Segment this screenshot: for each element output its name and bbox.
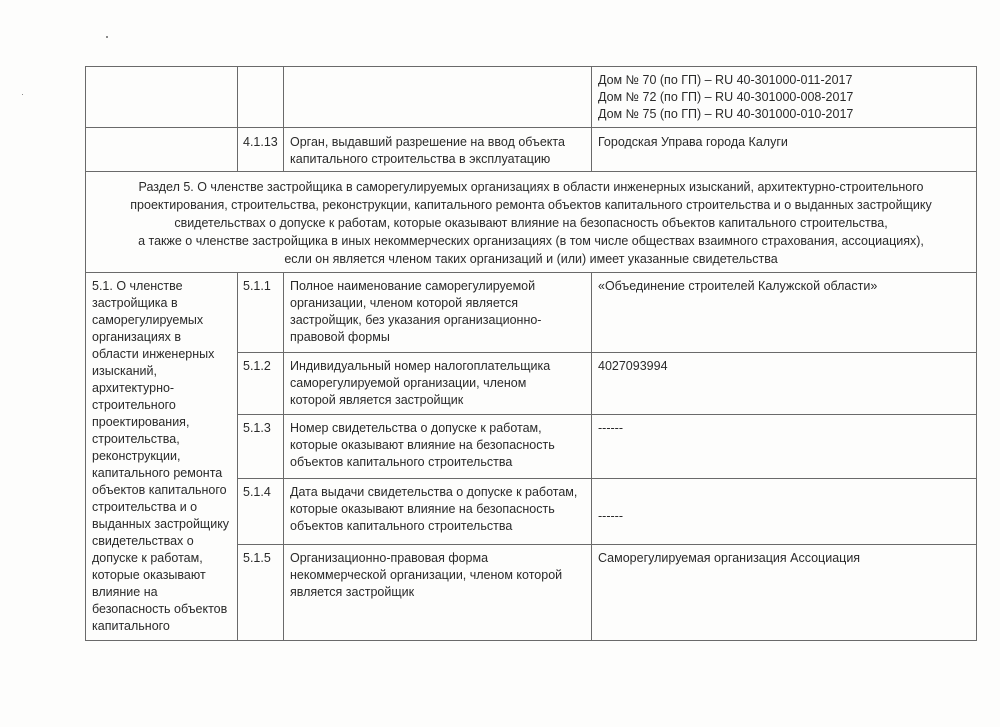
row-value: Саморегулируемая организация Ассоциация bbox=[592, 545, 977, 641]
row-label: Номер свидетельства о допуске к работам, которые оказывают влияние на безопасность объектов капитального строительства bbox=[284, 415, 592, 479]
row-value: Городская Управа города Калуги bbox=[592, 128, 977, 172]
group-label-5-1: 5.1. О членстве застройщика в саморегулируемых организациях в области инженерных изысканий, архитектурно- строительного проектирования, строительства, реконструкции, капитального ремонта объектов капитального строительства и о выданных застройщику свидетельствах о допуске к работам, которые оказывают влияние на безопасность объектов капитального bbox=[86, 273, 238, 641]
permit-line: Дом № 70 (по ГП) – RU 40-301000-011-2017 bbox=[598, 73, 853, 87]
empty-cell bbox=[86, 128, 238, 172]
permit-list-cell bbox=[592, 67, 977, 128]
row-number: 4.1.13 bbox=[238, 128, 284, 172]
empty-value-dash: ------ bbox=[598, 509, 623, 523]
row-number: 5.1.2 bbox=[238, 353, 284, 415]
scan-speck bbox=[106, 36, 108, 38]
row-number: 5.1.1 bbox=[238, 273, 284, 353]
table-row bbox=[86, 273, 977, 353]
row-number: 5.1.5 bbox=[238, 545, 284, 641]
empty-value-dash: ------ bbox=[598, 421, 623, 435]
table-row bbox=[86, 128, 977, 172]
row-value bbox=[592, 479, 977, 545]
disclosure-table bbox=[85, 66, 977, 641]
empty-cell bbox=[238, 67, 284, 128]
section-header-row bbox=[86, 172, 977, 273]
row-label: Дата выдачи свидетельства о допуске к работам, которые оказывают влияние на безопасность объектов капитального строительства bbox=[284, 479, 592, 545]
row-value: 4027093994 bbox=[592, 353, 977, 415]
row-number: 5.1.4 bbox=[238, 479, 284, 545]
row-label: Полное наименование саморегулируемой организации, членом которой является застройщик, без указания организационно- правовой формы bbox=[284, 273, 592, 353]
scan-speck bbox=[22, 94, 23, 95]
permit-line: Дом № 75 (по ГП) – RU 40-301000-010-2017 bbox=[598, 107, 854, 121]
row-label: Орган, выдавший разрешение на ввод объекта капитального строительства в эксплуатацию bbox=[284, 128, 592, 172]
row-label: Организационно-правовая форма некоммерческой организации, членом которой является застройщик bbox=[284, 545, 592, 641]
permit-line: Дом № 72 (по ГП) – RU 40-301000-008-2017 bbox=[598, 90, 854, 104]
row-value bbox=[592, 415, 977, 479]
empty-cell bbox=[284, 67, 592, 128]
table-row bbox=[86, 67, 977, 128]
row-number: 5.1.3 bbox=[238, 415, 284, 479]
empty-cell bbox=[86, 67, 238, 128]
row-value: «Объединение строителей Калужской области» bbox=[592, 273, 977, 353]
row-label: Индивидуальный номер налогоплательщика саморегулируемой организации, членом которой является застройщик bbox=[284, 353, 592, 415]
section-5-heading: Раздел 5. О членстве застройщика в саморегулируемых организациях в области инженерных изысканий, архитектурно-строительного проектирования, строительства, реконструкции, капитального ремонта объектов капитального строительства и о выданных застройщику свидетельствах о допуске к работам, которые оказывают влияние на безопасность объектов капитального строительства, а также о членстве застройщика в иных некоммерческих организациях (в том числе обществах взаимного страхования, ассоциациях), если он является членом таких организаций и (или) имеет указанные свидетельства bbox=[86, 172, 977, 273]
